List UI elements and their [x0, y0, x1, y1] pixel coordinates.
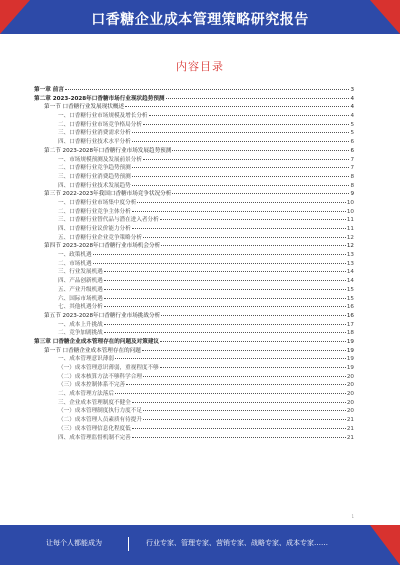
table-of-contents [34, 85, 354, 441]
toc-entry-label: 第一节 口香糖行业发展现状概述 [44, 104, 125, 111]
toc-entry-label: 三、口香糖行业消费趋势预测 [58, 173, 131, 180]
toc-entry-page: 20 [346, 382, 354, 389]
toc-leader-dots [160, 367, 346, 368]
toc-leader-dots [104, 280, 346, 281]
toc-entry-label: （二）成本核算方法不够科学合理 [58, 373, 142, 380]
toc-entry[interactable] [34, 120, 354, 129]
toc-entry[interactable] [34, 380, 354, 389]
toc-entry-page: 8 [350, 182, 354, 189]
toc-entry-label: （三）成本控制体系不完善 [58, 382, 126, 389]
toc-leader-dots [137, 202, 346, 203]
toc-entry-page: 13 [346, 252, 354, 259]
toc-entry-page: 5 [350, 121, 354, 128]
toc-entry[interactable] [34, 302, 354, 311]
toc-entry-page: 19 [346, 338, 354, 345]
toc-entry-page: 15 [346, 286, 354, 293]
toc-entry-label: 三、行业发展机遇 [58, 269, 103, 276]
toc-entry-label: （二）成本管理人员素质有待提升 [58, 417, 142, 424]
toc-entry[interactable] [34, 241, 354, 250]
toc-entry-page: 7 [350, 165, 354, 172]
toc-entry[interactable] [34, 233, 354, 242]
toc-entry-page: 18 [346, 330, 354, 337]
footer-slogan-left: 让每个人都能成为 [46, 539, 102, 547]
toc-entry[interactable] [34, 207, 354, 216]
toc-leader-dots [143, 376, 346, 377]
toc-leader-dots [132, 176, 350, 177]
toc-entry-page: 6 [350, 139, 354, 146]
toc-entry-page: 5 [350, 130, 354, 137]
toc-entry[interactable] [34, 146, 354, 155]
toc-leader-dots [132, 437, 346, 438]
toc-leader-dots [132, 211, 346, 212]
toc-entry-page: 21 [346, 434, 354, 441]
toc-entry[interactable] [34, 433, 354, 442]
toc-entry-page: 12 [346, 234, 354, 241]
toc-leader-dots [143, 237, 346, 238]
toc-leader-dots [104, 289, 346, 290]
toc-leader-dots [104, 306, 346, 307]
toc-entry-label: 第三章 口香糖企业成本管理存在的问题及对策建议 [34, 338, 160, 345]
toc-leader-dots [115, 358, 346, 359]
toc-entry-label: 第二节 2023-2028年口香糖行业市场发展趋势预测 [44, 147, 172, 154]
toc-leader-dots [132, 428, 346, 429]
footer-red-corner [370, 525, 400, 565]
toc-entry-page: 4 [350, 113, 354, 120]
toc-entry[interactable] [34, 215, 354, 224]
toc-entry-label: 第一节 口香糖企业成本管理存在的问题 [44, 347, 141, 354]
toc-entry-label: 第五节 2023-2028年口香糖行业市场挑战分析 [44, 312, 161, 319]
toc-entry-page: 19 [346, 347, 354, 354]
toc-leader-dots [132, 402, 346, 403]
toc-entry-page: 21 [346, 425, 354, 432]
toc-entry[interactable] [34, 198, 354, 207]
toc-entry-page: 13 [346, 260, 354, 267]
toc-entry-page: 4 [350, 95, 354, 102]
toc-entry[interactable] [34, 311, 354, 320]
toc-entry[interactable] [34, 189, 354, 198]
toc-entry-page: 10 [346, 199, 354, 206]
toc-entry-page: 15 [346, 295, 354, 302]
toc-entry-page: 8 [350, 173, 354, 180]
toc-entry-page: 9 [350, 191, 354, 198]
toc-entry[interactable] [34, 250, 354, 259]
toc-entry-page: 16 [346, 304, 354, 311]
toc-leader-dots [166, 98, 350, 99]
toc-leader-dots [125, 106, 349, 107]
toc-entry-page: 19 [346, 365, 354, 371]
toc-entry[interactable] [34, 285, 354, 294]
toc-leader-dots [143, 159, 350, 160]
toc-leader-dots [104, 298, 346, 299]
footer-slogan-right: 行业专家、管理专家、营销专家、战略专家、成本专家…… [146, 539, 328, 547]
toc-entry[interactable] [34, 337, 354, 346]
toc-entry[interactable] [34, 398, 354, 407]
toc-entry-page: 12 [346, 243, 354, 250]
toc-entry[interactable] [34, 328, 354, 337]
toc-entry-label: 二、市场机遇 [58, 260, 92, 267]
toc-entry-page: 20 [346, 373, 354, 380]
toc-entry[interactable] [34, 163, 354, 172]
toc-leader-dots [115, 393, 346, 394]
toc-entry[interactable] [34, 224, 354, 233]
toc-entry-label: 四、成本管理监督机制不完善 [58, 434, 131, 441]
toc-leader-dots [132, 228, 346, 229]
toc-entry[interactable] [34, 320, 354, 329]
toc-leader-dots [104, 324, 346, 325]
toc-entry[interactable] [34, 94, 354, 103]
toc-entry-page: 7 [350, 156, 354, 163]
toc-entry-page: 14 [346, 278, 354, 285]
toc-entry-page: 20 [346, 399, 354, 406]
toc-entry[interactable] [34, 372, 354, 381]
toc-entry-page: 20 [346, 391, 354, 398]
toc-entry[interactable] [34, 389, 354, 398]
toc-entry-label: 二、竞争加剧挑战 [58, 330, 103, 337]
toc-entry[interactable] [34, 172, 354, 181]
toc-entry[interactable] [34, 259, 354, 268]
toc-entry-label: 四、产品创新机遇 [58, 278, 103, 285]
toc-entry[interactable] [34, 85, 354, 94]
toc-entry-label: （一）成本管理制度执行力度不足 [58, 408, 142, 415]
toc-entry-label: 五、产业升级机遇 [58, 286, 103, 293]
toc-leader-dots [172, 193, 349, 194]
toc-entry-label: 一、政策机遇 [58, 252, 92, 259]
toc-entry[interactable] [34, 363, 354, 372]
toc-entry-label: 第一章 前言 [34, 87, 64, 93]
toc-entry-page: 6 [350, 147, 354, 154]
page-number: 1 [351, 514, 354, 519]
toc-leader-dots [132, 132, 350, 133]
toc-leader-dots [104, 332, 346, 333]
toc-entry[interactable] [34, 294, 354, 303]
toc-leader-dots [172, 150, 349, 151]
toc-entry-page: 16 [346, 312, 354, 319]
toc-leader-dots [160, 341, 346, 342]
toc-entry[interactable] [34, 354, 354, 363]
report-title: 口香糖企业成本管理策略研究报告 [91, 12, 309, 28]
header-red-corner-right [370, 0, 400, 34]
toc-leader-dots [143, 419, 346, 420]
toc-entry-page: 11 [346, 217, 354, 224]
toc-leader-dots [132, 167, 350, 168]
toc-entry-label: 第三节 2022-2023年我国口香糖市场竞争状况分析 [44, 191, 172, 198]
toc-entry[interactable] [34, 267, 354, 276]
toc-entry-page: 14 [346, 269, 354, 276]
toc-entry-label: 一、口香糖行业市场集中度分析 [58, 199, 137, 206]
toc-leader-dots [161, 315, 346, 316]
toc-entry-page: 21 [346, 417, 354, 424]
toc-leader-dots [161, 245, 346, 246]
toc-entry-label: 六、国际市场机遇 [58, 295, 103, 302]
toc-entry-label: （一）成本管理意识薄弱，重视程度不够 [58, 365, 159, 371]
toc-entry-label: 二、口香糖行业市场竞争格局分析 [58, 121, 142, 128]
toc-entry[interactable] [34, 415, 354, 424]
page-header [0, 0, 400, 34]
toc-entry[interactable] [34, 276, 354, 285]
toc-heading: 内容目录 [176, 60, 224, 73]
toc-entry-label: 七、其他机遇分析 [58, 304, 103, 311]
toc-entry[interactable] [34, 137, 354, 146]
toc-entry-label: 一、成本上升挑战 [58, 321, 103, 328]
toc-entry-label: 二、成本管理方法落后 [58, 391, 114, 398]
toc-entry[interactable] [34, 181, 354, 190]
page-footer [0, 525, 400, 565]
toc-leader-dots [126, 384, 346, 385]
toc-entry-page: 19 [346, 356, 354, 363]
toc-leader-dots [149, 115, 350, 116]
toc-entry-label: 四、口香糖行业技术水平分析 [58, 139, 131, 146]
toc-leader-dots [160, 219, 346, 220]
toc-leader-dots [142, 350, 346, 351]
toc-entry-page: 11 [346, 226, 354, 232]
toc-entry-label: 第二章 2023-2028年口香糖市场行业现状趋势预测 [34, 95, 165, 102]
toc-entry[interactable] [34, 111, 354, 120]
toc-leader-dots [143, 410, 346, 411]
toc-leader-dots [93, 263, 346, 264]
toc-entry[interactable] [34, 424, 354, 433]
toc-leader-dots [65, 89, 350, 90]
toc-leader-dots [132, 141, 350, 142]
toc-entry-label: 一、成本管理意识薄弱 [58, 356, 114, 363]
toc-entry-page: 17 [346, 321, 354, 328]
toc-entry-label: 二、口香糖行业竞争趋势预测 [58, 165, 131, 172]
toc-entry-label: 一、口香糖行业市场规模及增长分析 [58, 113, 148, 120]
toc-entry-label: 四、口香糖行业技术发展趋势 [58, 182, 131, 189]
toc-leader-dots [143, 124, 350, 125]
toc-entry-page: 20 [346, 408, 354, 415]
toc-leader-dots [104, 271, 346, 272]
toc-entry-label: 五、口香糖行业企业竞争策略分析 [58, 234, 142, 241]
toc-entry[interactable] [34, 128, 354, 137]
toc-entry-label: 二、口香糖行业竞争主体分析 [58, 208, 131, 215]
toc-entry-page: 4 [350, 104, 354, 111]
toc-entry-label: （三）成本管理信息化程度低 [58, 425, 131, 432]
toc-entry-label: 三、口香糖行业消费需求分析 [58, 130, 131, 137]
toc-entry[interactable] [34, 102, 354, 111]
toc-entry[interactable] [34, 155, 354, 164]
toc-leader-dots [132, 185, 350, 186]
toc-entry-label: 三、口香糖行业替代品与潜在进入者分析 [58, 217, 159, 224]
toc-entry[interactable] [34, 346, 354, 355]
toc-leader-dots [93, 254, 346, 255]
toc-entry-label: 三、企业成本管理制度不健全 [58, 399, 131, 406]
toc-entry-page: 3 [350, 87, 354, 93]
toc-entry-page: 10 [346, 208, 354, 215]
toc-entry-label: 一、市场规模预测及发展前景分析 [58, 156, 142, 163]
toc-entry[interactable] [34, 406, 354, 415]
toc-entry-label: 第四节 2023-2028年口香糖行业市场机会分析 [44, 243, 161, 250]
footer-divider [128, 537, 129, 551]
toc-entry-label: 四、口香糖行业议价能力分析 [58, 226, 131, 232]
